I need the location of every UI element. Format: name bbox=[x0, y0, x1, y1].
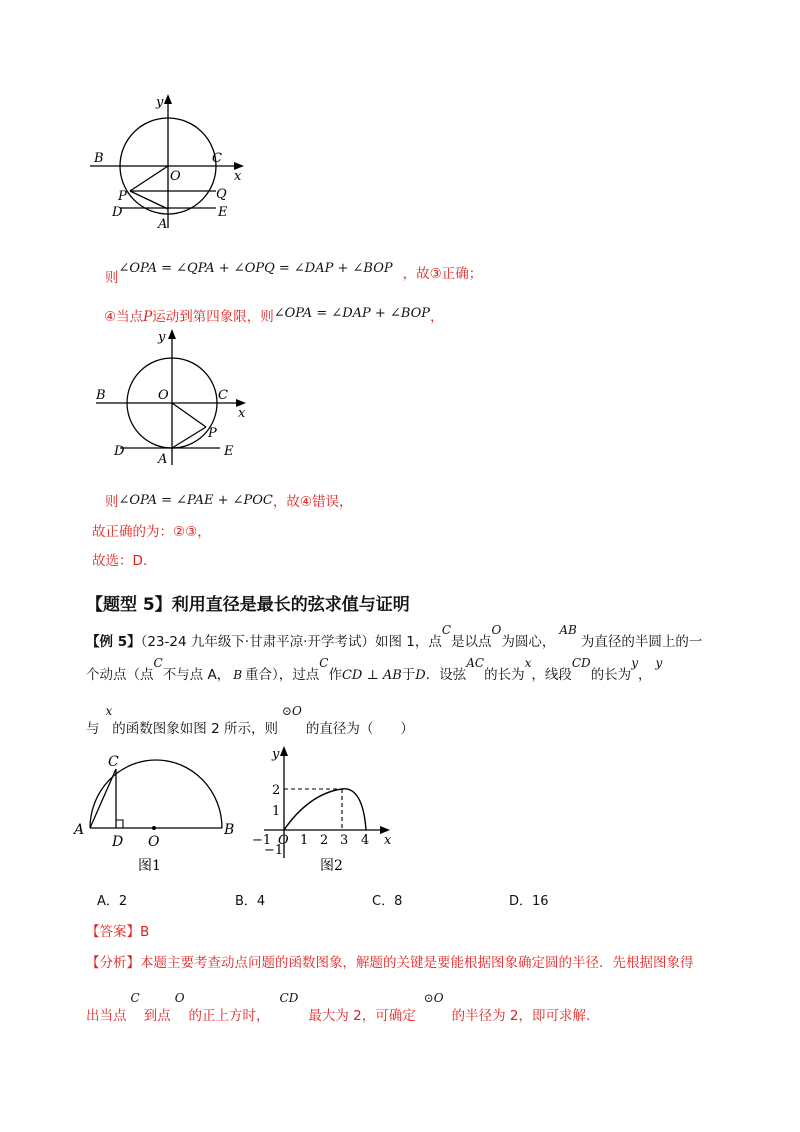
example-l2a: 个动点（点 bbox=[86, 667, 154, 683]
sym-O: O bbox=[491, 623, 502, 637]
sym-perp: CD ⊥ AB bbox=[341, 668, 402, 683]
analysis-l2e: 的半径为 2，即可求解． bbox=[451, 1008, 600, 1024]
tick-x-3: 3 bbox=[340, 833, 349, 848]
label-P: P bbox=[118, 189, 127, 204]
choice-D[interactable]: D．16 bbox=[509, 894, 549, 909]
label-x: x bbox=[238, 406, 246, 421]
figure-circle-2 bbox=[92, 325, 262, 467]
sym-odot-O: ⊙O bbox=[423, 991, 444, 1005]
example-l2f: ．设弦 bbox=[425, 667, 467, 683]
label-P: P bbox=[208, 426, 217, 441]
example-l3b: 的函数图象如图 2 所示，则 bbox=[112, 721, 278, 737]
answer-value: B bbox=[140, 924, 150, 940]
tick-y-2: 2 bbox=[272, 783, 281, 798]
line3-prefix: 则 bbox=[105, 494, 119, 510]
figure-circle-1 bbox=[88, 92, 258, 232]
label-C: C bbox=[108, 754, 119, 770]
sym-CD: CD bbox=[279, 991, 299, 1005]
solution-line-1 bbox=[105, 256, 483, 286]
label-y: y bbox=[156, 95, 164, 110]
example-line-1 bbox=[86, 623, 703, 650]
sym-x: x bbox=[105, 704, 113, 718]
choice-A[interactable]: A．2 bbox=[97, 894, 128, 909]
line2-P: P bbox=[143, 309, 153, 325]
line1-formula: ∠OPA = ∠QPA + ∠OPQ = ∠DAP + ∠BOP bbox=[118, 261, 393, 276]
solution-line-3 bbox=[105, 490, 352, 510]
example-t2: 为圆心， bbox=[501, 634, 556, 650]
tick-x-1: 1 bbox=[300, 833, 309, 848]
example-t1: 是以点 bbox=[451, 634, 492, 650]
tick-x-4: 4 bbox=[361, 833, 370, 848]
figure-semicircle bbox=[72, 750, 242, 876]
analysis-l2a: 出当点 bbox=[86, 1008, 127, 1024]
label-C: C bbox=[212, 151, 222, 166]
choice-B[interactable]: B．4 bbox=[235, 894, 266, 909]
section-heading: 【题型 5】利用直径是最长的弦求值与证明 bbox=[86, 595, 410, 615]
line2-text: ④当点 bbox=[104, 309, 144, 325]
line1-suffix: ，故③正确； bbox=[402, 266, 483, 282]
tick-x-origin: O bbox=[278, 833, 289, 848]
example-l2e: 于 bbox=[401, 667, 416, 683]
solution-line-2 bbox=[104, 305, 444, 325]
label-D: D bbox=[112, 834, 124, 850]
sym-C: C bbox=[441, 623, 452, 637]
label-A: A bbox=[74, 822, 85, 838]
example-tag: 【例 5】 bbox=[86, 634, 141, 650]
sym-CD: CD bbox=[571, 656, 591, 670]
analysis-l2d: 最大为 2，可确定 bbox=[308, 1008, 416, 1024]
line3-formula: ∠OPA = ∠PAE + ∠POC bbox=[118, 493, 273, 508]
example-t3: 为直径的半圆上的一 bbox=[580, 634, 703, 650]
solution-line-5: 故选：D. bbox=[92, 553, 148, 569]
analysis-l2b: 到点 bbox=[143, 1008, 171, 1024]
label-O: O bbox=[148, 834, 160, 850]
sym-D: D bbox=[415, 668, 426, 683]
label-B: B bbox=[224, 822, 235, 838]
line2-formula: ∠OPA = ∠DAP + ∠BOP bbox=[273, 306, 431, 321]
example-l2c: 重合），过点 bbox=[245, 667, 320, 683]
label-E: E bbox=[224, 444, 234, 459]
analysis-line-1 bbox=[86, 951, 694, 971]
figure-caption-1: 图1 bbox=[138, 858, 161, 874]
label-y: y bbox=[272, 747, 280, 762]
label-B: B bbox=[94, 151, 104, 166]
sym-y: y bbox=[655, 656, 663, 670]
choice-C[interactable]: C．8 bbox=[372, 894, 403, 909]
example-src: （23-24 九年级下·甘肃平凉·开学考试）如图 1，点 bbox=[140, 634, 442, 650]
label-O: O bbox=[170, 169, 181, 184]
example-l2j: ， bbox=[637, 667, 652, 683]
tick-x-2: 2 bbox=[320, 833, 329, 848]
tick-y-1: 1 bbox=[272, 804, 281, 819]
label-E: E bbox=[218, 205, 228, 220]
tick-y-minus1: −1 bbox=[264, 843, 284, 858]
sym-B: B bbox=[233, 668, 243, 682]
example-l2g: 的长为 bbox=[484, 667, 525, 683]
sym-x: x bbox=[524, 656, 532, 670]
example-l3c: 的直径为（ ） bbox=[305, 721, 414, 737]
analysis-l2c: 的正上方时， bbox=[188, 1008, 270, 1024]
label-y: y bbox=[158, 330, 166, 345]
line3-suffix: ，故④错误， bbox=[272, 494, 353, 510]
example-line-2 bbox=[86, 656, 663, 683]
line2-mid: 运动到第四象限，则 bbox=[152, 309, 274, 325]
label-A: A bbox=[158, 452, 168, 467]
sym-O: O bbox=[174, 991, 185, 1005]
answer-tag: 【答案】 bbox=[86, 924, 140, 940]
example-line-3 bbox=[86, 704, 414, 737]
label-A: A bbox=[158, 217, 168, 232]
label-x: x bbox=[234, 169, 242, 184]
sym-C: C bbox=[153, 656, 163, 670]
line1-prefix: 则 bbox=[105, 270, 119, 286]
analysis-tag: 【分析】 bbox=[86, 955, 140, 971]
label-D: D bbox=[112, 205, 123, 220]
example-l2i: 的长为 bbox=[590, 667, 632, 683]
label-Q: Q bbox=[216, 187, 227, 202]
answer-line bbox=[86, 920, 149, 940]
sym-y: y bbox=[631, 656, 638, 670]
example-l3a: 与 bbox=[86, 721, 100, 737]
line2-suffix: ， bbox=[430, 309, 444, 325]
sym-odot-O: ⊙O bbox=[281, 704, 302, 718]
label-B: B bbox=[96, 388, 106, 403]
analysis-text: 本题主要考查动点问题的函数图象，解题的关键是要能根据图象确定圆的半径．先根据图象得 bbox=[140, 955, 694, 971]
tick-x-minus1: −1 bbox=[252, 833, 272, 848]
analysis-line-2 bbox=[86, 991, 600, 1024]
label-C: C bbox=[218, 388, 228, 403]
label-D: D bbox=[114, 444, 125, 459]
sym-C: C bbox=[319, 656, 329, 670]
example-l2d: 作 bbox=[328, 667, 342, 683]
solution-line-4: 故正确的为：②③， bbox=[92, 524, 211, 540]
figure-graph bbox=[244, 746, 404, 876]
figure-caption-2: 图2 bbox=[320, 858, 343, 874]
example-l2h: ，线段 bbox=[531, 667, 572, 683]
label-x: x bbox=[384, 833, 392, 848]
label-O: O bbox=[158, 388, 169, 403]
example-l2b: 不与点 A， bbox=[162, 667, 231, 683]
sym-C: C bbox=[130, 991, 140, 1005]
sym-AB: AB bbox=[559, 623, 577, 637]
sym-AC: AC bbox=[466, 656, 485, 670]
